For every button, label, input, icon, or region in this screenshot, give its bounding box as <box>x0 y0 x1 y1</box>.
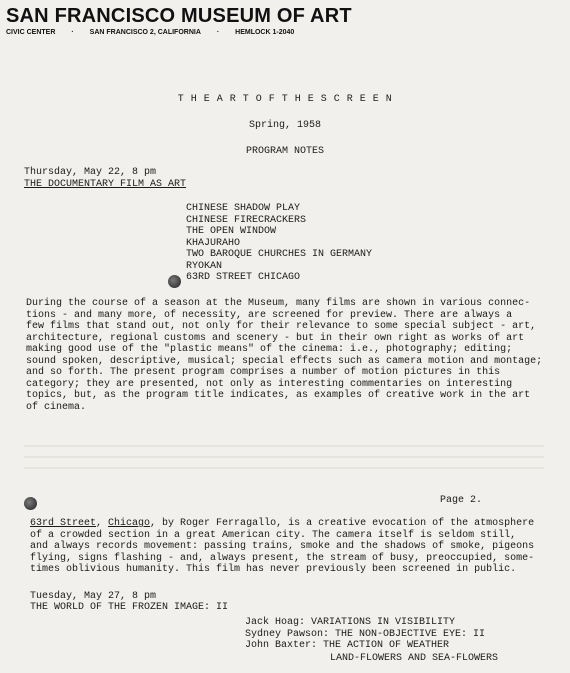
film-title: THE OPEN WINDOW <box>186 226 277 237</box>
paragraph-line: and always records movement: passing trains, smoke and the shadows of smoke, pigeons <box>30 541 535 552</box>
punch-hole <box>24 497 37 510</box>
program1-heading: THE DOCUMENTARY FILM AS ART <box>24 179 187 190</box>
paragraph-line: making good use of the "plastic means" of the cinema: i.e., photography; editing; <box>26 344 513 355</box>
intro-paragraph <box>26 298 546 413</box>
season: Spring, 1958 <box>248 120 321 131</box>
film-title: 63RD STREET CHICAGO <box>186 272 301 283</box>
separator-dot: · <box>71 29 74 36</box>
paragraph-first-line: 63rd Street, Chicago, by Roger Ferragallo, is a creative evocation of the atmosphere <box>30 518 535 529</box>
credit-line <box>245 617 485 629</box>
film-title: THE NON-OBJECTIVE EYE: II <box>335 628 486 640</box>
address-city: SAN FRANCISCO 2, CALIFORNIA <box>89 29 201 36</box>
film-title-city: Chicago <box>108 518 151 529</box>
paragraph-line: of a crowded section in a great American city. The camera itself is seldom still, <box>30 529 517 541</box>
paragraph-line: tions - and many more, of necessity, are screened for preview. There are always a <box>26 309 513 321</box>
filmmaker-name: Sydney Pawson: <box>245 628 330 640</box>
credits-list <box>245 617 485 652</box>
page-number: Page 2. <box>440 495 483 506</box>
museum-name: SAN FRANCISCO MUSEUM OF ART <box>6 5 352 27</box>
credit-line <box>245 640 485 652</box>
film-title-link: 63rd Street <box>30 518 97 529</box>
film-title: TWO BAROQUE CHURCHES IN GERMANY <box>186 249 373 260</box>
bleed-through-texture <box>24 440 544 474</box>
film-title: CHINESE SHADOW PLAY <box>186 203 301 214</box>
film-list <box>186 203 372 284</box>
credit-line <box>245 629 485 641</box>
filmmaker-name: John Baxter: <box>245 640 318 651</box>
paragraph-line: and so forth. The present program comprises a number of motion pictures in this <box>26 367 501 378</box>
film-title: KHAJURAHO <box>186 237 241 249</box>
letterhead <box>6 4 352 36</box>
film-title: THE ACTION OF WEATHER <box>323 640 450 651</box>
phone-number: HEMLOCK 1-2040 <box>235 29 295 36</box>
program2-heading: THE WORLD OF THE FROZEN IMAGE: II <box>30 602 229 613</box>
address-civic-center: CIVIC CENTER <box>6 29 56 36</box>
punch-hole <box>168 275 181 288</box>
program-notes-heading: PROGRAM NOTES <box>245 146 324 157</box>
series-title: T H E A R T O F T H E S C R E E N <box>177 94 393 105</box>
paragraph-line: category; they are presented, not only as interesting commentaries on interesting <box>26 378 513 390</box>
paragraph-line: During the course of a season at the Museum, many films are shown in various connec- <box>26 298 531 309</box>
program2-date: Tuesday, May 27, 8 pm <box>30 591 157 602</box>
letterhead-address <box>6 29 352 36</box>
paragraph-line: sound spoken, descriptive, musical; special effects such as camera motion and montage; <box>26 355 543 367</box>
paragraph-line: flying, signs flashing - and, always present, the stream of busy, preoccupied, some- <box>30 552 535 564</box>
filmmaker-name: Jack Hoag: <box>245 617 306 628</box>
paragraph-line: few films that stand out, not only for their relevance to some special subject - art, <box>26 321 537 332</box>
paragraph-line: topics, but, as the program title indicates, as examples of creative work in the art <box>26 390 531 401</box>
film-title: VARIATIONS IN VISIBILITY <box>311 617 456 628</box>
credit-continuation: LAND-FLOWERS AND SEA-FLOWERS <box>330 653 499 664</box>
paragraph-line: architecture, regional customs and scenery - but in their own right as works of art <box>26 332 525 344</box>
street-paragraph <box>30 518 534 576</box>
film-title: RYOKAN <box>186 260 223 272</box>
film-title: CHINESE FIRECRACKERS <box>186 214 307 226</box>
paragraph-line: of cinema. <box>26 401 87 413</box>
separator-dot: · <box>216 29 220 36</box>
paragraph-line: times oblivious humanity. This film has never previously been screened in public. <box>30 564 517 575</box>
program1-date: Thursday, May 22, 8 pm <box>24 167 157 178</box>
paragraph-line: , by Roger Ferragallo, is a creative evocation of the atmosphere <box>150 518 535 529</box>
